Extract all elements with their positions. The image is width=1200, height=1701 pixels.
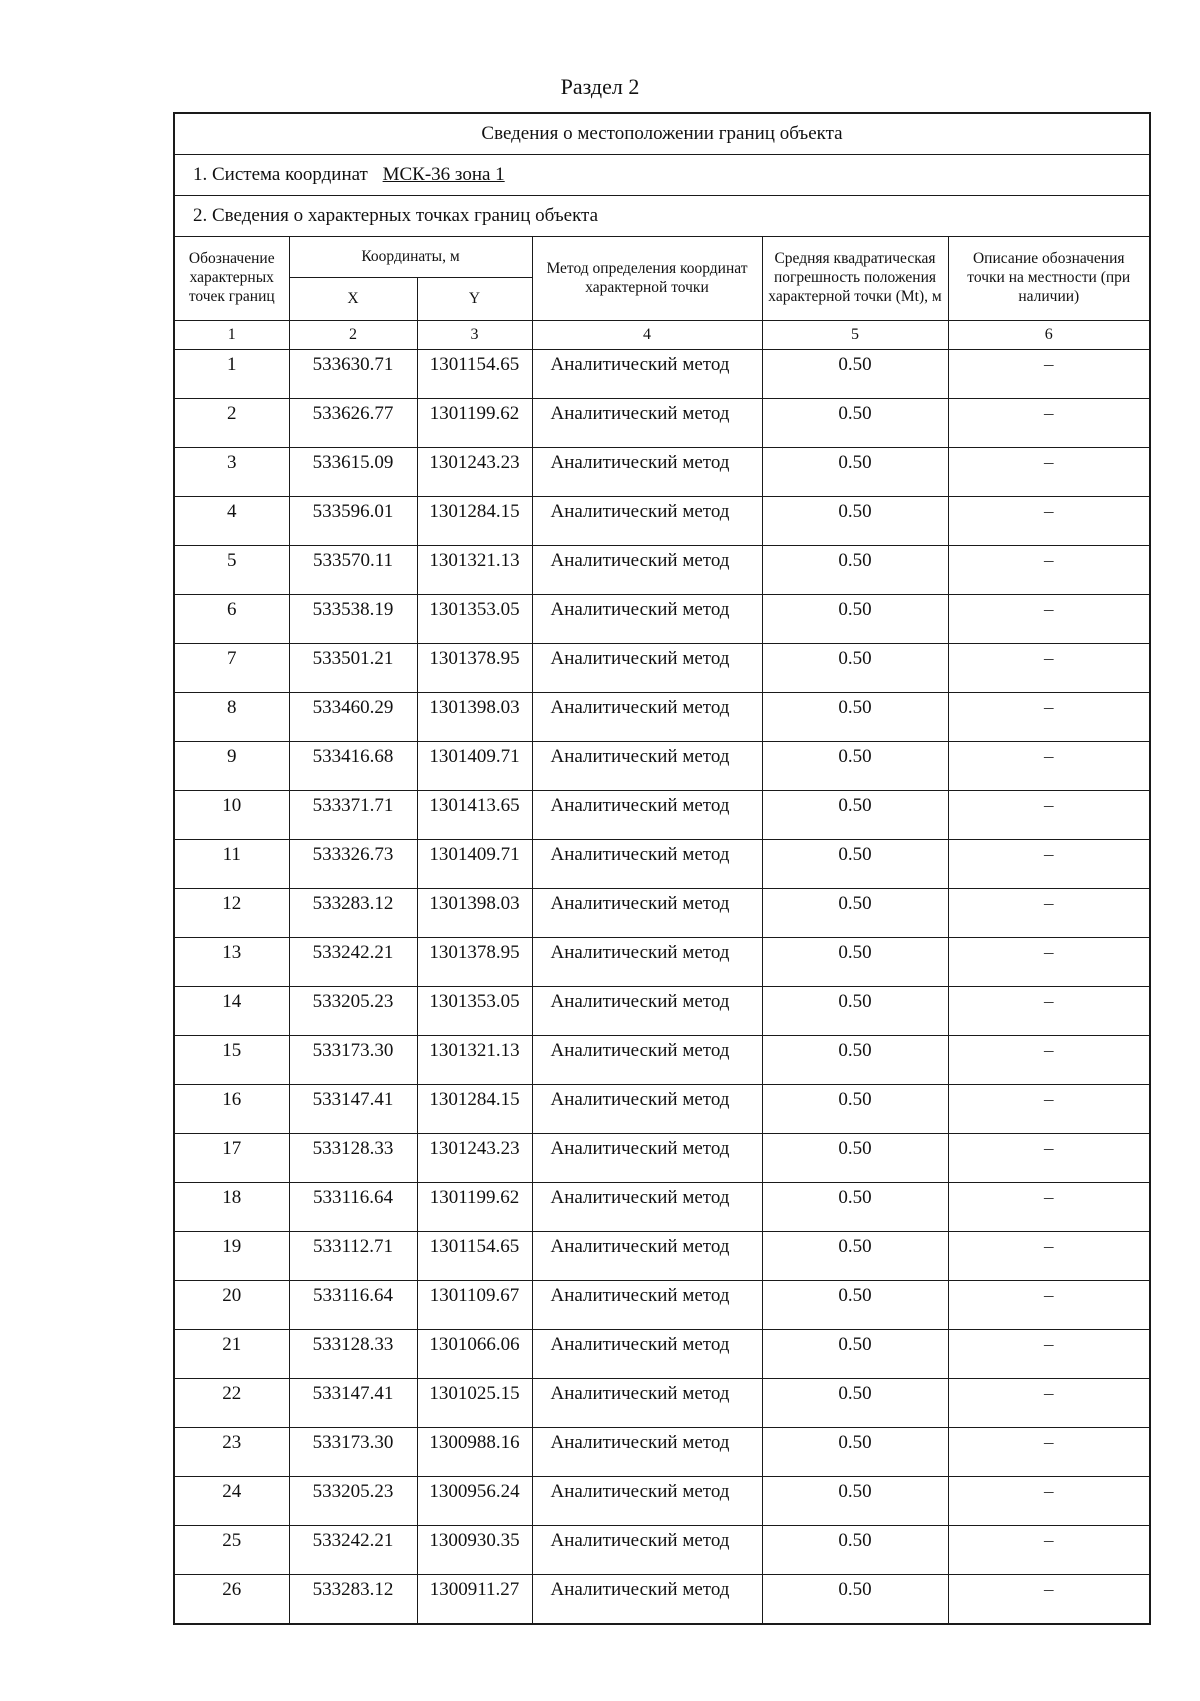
col-header-designation: Обозначение характерных точек границ [174,237,289,321]
x-coordinate-cell: 533128.33 [289,1330,417,1379]
point-number-cell: 5 [174,546,289,595]
point-number-cell: 1 [174,350,289,399]
x-coordinate-cell: 533460.29 [289,693,417,742]
y-coordinate-cell: 1301154.65 [417,350,532,399]
x-coordinate-cell: 533538.19 [289,595,417,644]
error-cell: 0.50 [762,1330,948,1379]
col-header-y: Y [417,278,532,321]
y-coordinate-cell: 1301321.13 [417,1036,532,1085]
table-row [174,1183,1150,1232]
y-coordinate-cell: 1301199.62 [417,399,532,448]
x-coordinate-cell: 533242.21 [289,1526,417,1575]
points-header: 2. Сведения о характерных точках границ объекта [174,196,1150,237]
x-coordinate-cell: 533626.77 [289,399,417,448]
col-header-x: X [289,278,417,321]
coord-system-row [174,155,1150,196]
description-cell: – [948,938,1150,987]
table-row [174,1134,1150,1183]
point-number-cell: 24 [174,1477,289,1526]
method-cell: Аналитический метод [532,1330,762,1379]
table-row [174,1477,1150,1526]
point-number-cell: 22 [174,1379,289,1428]
description-cell: – [948,987,1150,1036]
col-header-coordinates: Координаты, м [289,237,532,278]
method-cell: Аналитический метод [532,595,762,644]
table-row [174,1526,1150,1575]
method-cell: Аналитический метод [532,1526,762,1575]
y-coordinate-cell: 1300988.16 [417,1428,532,1477]
table-row [174,448,1150,497]
table-row [174,1085,1150,1134]
coord-system-cell [174,155,1150,196]
table-row [174,987,1150,1036]
y-coordinate-cell: 1301378.95 [417,938,532,987]
point-number-cell: 11 [174,840,289,889]
error-cell: 0.50 [762,1232,948,1281]
column-header-row [174,237,1150,278]
x-coordinate-cell: 533205.23 [289,987,417,1036]
table-row [174,791,1150,840]
method-cell: Аналитический метод [532,350,762,399]
x-coordinate-cell: 533128.33 [289,1134,417,1183]
x-coordinate-cell: 533112.71 [289,1232,417,1281]
description-cell: – [948,1085,1150,1134]
y-coordinate-cell: 1301243.23 [417,448,532,497]
x-coordinate-cell: 533283.12 [289,889,417,938]
x-coordinate-cell: 533630.71 [289,350,417,399]
x-coordinate-cell: 533596.01 [289,497,417,546]
description-cell: – [948,644,1150,693]
error-cell: 0.50 [762,1526,948,1575]
error-cell: 0.50 [762,1575,948,1625]
point-number-cell: 23 [174,1428,289,1477]
error-cell: 0.50 [762,1477,948,1526]
method-cell: Аналитический метод [532,644,762,693]
point-number-cell: 16 [174,1085,289,1134]
description-cell: – [948,1575,1150,1625]
method-cell: Аналитический метод [532,399,762,448]
point-number-cell: 18 [174,1183,289,1232]
description-cell: – [948,840,1150,889]
error-cell: 0.50 [762,1134,948,1183]
description-cell: – [948,448,1150,497]
error-cell: 0.50 [762,840,948,889]
y-coordinate-cell: 1300911.27 [417,1575,532,1625]
table-row [174,1330,1150,1379]
x-coordinate-cell: 533173.30 [289,1428,417,1477]
method-cell: Аналитический метод [532,840,762,889]
x-coordinate-cell: 533501.21 [289,644,417,693]
method-cell: Аналитический метод [532,1134,762,1183]
method-cell: Аналитический метод [532,742,762,791]
y-coordinate-cell: 1301199.62 [417,1183,532,1232]
method-cell: Аналитический метод [532,1379,762,1428]
method-cell: Аналитический метод [532,1477,762,1526]
error-cell: 0.50 [762,889,948,938]
error-cell: 0.50 [762,399,948,448]
error-cell: 0.50 [762,1036,948,1085]
x-coordinate-cell: 533116.64 [289,1183,417,1232]
error-cell: 0.50 [762,1085,948,1134]
description-cell: – [948,1232,1150,1281]
description-cell: – [948,546,1150,595]
error-cell: 0.50 [762,791,948,840]
col-header-description: Описание обозначения точки на местности (при наличии) [948,237,1150,321]
description-cell: – [948,742,1150,791]
point-number-cell: 14 [174,987,289,1036]
description-cell: – [948,350,1150,399]
method-cell: Аналитический метод [532,1183,762,1232]
y-coordinate-cell: 1301109.67 [417,1281,532,1330]
y-coordinate-cell: 1301243.23 [417,1134,532,1183]
point-number-cell: 19 [174,1232,289,1281]
y-coordinate-cell: 1301413.65 [417,791,532,840]
method-cell: Аналитический метод [532,448,762,497]
description-cell: – [948,791,1150,840]
y-coordinate-cell: 1301378.95 [417,644,532,693]
column-number: 6 [948,321,1150,350]
table-row [174,889,1150,938]
point-number-cell: 20 [174,1281,289,1330]
point-number-cell: 6 [174,595,289,644]
description-cell: – [948,1428,1150,1477]
point-number-cell: 9 [174,742,289,791]
x-coordinate-cell: 533416.68 [289,742,417,791]
y-coordinate-cell: 1301066.06 [417,1330,532,1379]
x-coordinate-cell: 533116.64 [289,1281,417,1330]
method-cell: Аналитический метод [532,546,762,595]
method-cell: Аналитический метод [532,938,762,987]
point-number-cell: 17 [174,1134,289,1183]
table-row [174,1036,1150,1085]
x-coordinate-cell: 533242.21 [289,938,417,987]
description-cell: – [948,1477,1150,1526]
table-row [174,1428,1150,1477]
x-coordinate-cell: 533570.11 [289,546,417,595]
error-cell: 0.50 [762,1428,948,1477]
y-coordinate-cell: 1301353.05 [417,595,532,644]
y-coordinate-cell: 1301409.71 [417,742,532,791]
page-title: Раздел 2 [560,74,640,99]
coord-system-value: МСК-36 зона 1 [382,164,505,185]
coord-system-label: 1. Система координат [193,164,368,185]
section-header: Сведения о местоположении границ объекта [174,113,1150,155]
description-cell: – [948,1330,1150,1379]
table-row [174,840,1150,889]
method-cell: Аналитический метод [532,1428,762,1477]
table-row [174,938,1150,987]
y-coordinate-cell: 1301284.15 [417,497,532,546]
y-coordinate-cell: 1301284.15 [417,1085,532,1134]
description-cell: – [948,1036,1150,1085]
description-cell: – [948,1134,1150,1183]
point-number-cell: 7 [174,644,289,693]
table-row [174,742,1150,791]
point-number-cell: 10 [174,791,289,840]
error-cell: 0.50 [762,1379,948,1428]
y-coordinate-cell: 1301154.65 [417,1232,532,1281]
method-cell: Аналитический метод [532,987,762,1036]
point-number-cell: 13 [174,938,289,987]
error-cell: 0.50 [762,350,948,399]
description-cell: – [948,1379,1150,1428]
error-cell: 0.50 [762,644,948,693]
method-cell: Аналитический метод [532,889,762,938]
column-number: 4 [532,321,762,350]
y-coordinate-cell: 1300930.35 [417,1526,532,1575]
table-row [174,1575,1150,1625]
x-coordinate-cell: 533205.23 [289,1477,417,1526]
column-number: 2 [289,321,417,350]
y-coordinate-cell: 1301409.71 [417,840,532,889]
error-cell: 0.50 [762,595,948,644]
y-coordinate-cell: 1301353.05 [417,987,532,1036]
method-cell: Аналитический метод [532,1085,762,1134]
y-coordinate-cell: 1301025.15 [417,1379,532,1428]
error-cell: 0.50 [762,693,948,742]
x-coordinate-cell: 533147.41 [289,1379,417,1428]
y-coordinate-cell: 1301398.03 [417,889,532,938]
x-coordinate-cell: 533326.73 [289,840,417,889]
description-cell: – [948,595,1150,644]
points-header-row [174,196,1150,237]
x-coordinate-cell: 533371.71 [289,791,417,840]
x-coordinate-cell: 533147.41 [289,1085,417,1134]
error-cell: 0.50 [762,497,948,546]
description-cell: – [948,1526,1150,1575]
column-number: 5 [762,321,948,350]
description-cell: – [948,399,1150,448]
description-cell: – [948,889,1150,938]
method-cell: Аналитический метод [532,791,762,840]
table-row [174,1232,1150,1281]
y-coordinate-cell: 1301321.13 [417,546,532,595]
y-coordinate-cell: 1300956.24 [417,1477,532,1526]
col-header-error: Средняя квадратическая погрешность положения характерной точки (Mt), м [762,237,948,321]
point-number-cell: 3 [174,448,289,497]
method-cell: Аналитический метод [532,1281,762,1330]
description-cell: – [948,497,1150,546]
column-number-row [174,321,1150,350]
point-number-cell: 12 [174,889,289,938]
point-number-cell: 8 [174,693,289,742]
point-number-cell: 4 [174,497,289,546]
error-cell: 0.50 [762,1183,948,1232]
table-row [174,546,1150,595]
error-cell: 0.50 [762,1281,948,1330]
error-cell: 0.50 [762,742,948,791]
error-cell: 0.50 [762,938,948,987]
point-number-cell: 2 [174,399,289,448]
method-cell: Аналитический метод [532,693,762,742]
table-row [174,399,1150,448]
description-cell: – [948,693,1150,742]
table-row [174,497,1150,546]
method-cell: Аналитический метод [532,1036,762,1085]
point-number-cell: 25 [174,1526,289,1575]
point-number-cell: 15 [174,1036,289,1085]
point-number-cell: 21 [174,1330,289,1379]
column-number: 1 [174,321,289,350]
table-row [174,1379,1150,1428]
error-cell: 0.50 [762,448,948,497]
method-cell: Аналитический метод [532,1575,762,1625]
x-coordinate-cell: 533283.12 [289,1575,417,1625]
section-header-row [174,113,1150,155]
error-cell: 0.50 [762,987,948,1036]
table-row [174,644,1150,693]
method-cell: Аналитический метод [532,1232,762,1281]
table-row [174,350,1150,399]
point-number-cell: 26 [174,1575,289,1625]
method-cell: Аналитический метод [532,497,762,546]
boundary-points-table [173,112,1151,1625]
table-row [174,1281,1150,1330]
table-row [174,693,1150,742]
x-coordinate-cell: 533173.30 [289,1036,417,1085]
column-number: 3 [417,321,532,350]
table-row [174,595,1150,644]
col-header-method: Метод определения координат характерной точки [532,237,762,321]
description-cell: – [948,1281,1150,1330]
x-coordinate-cell: 533615.09 [289,448,417,497]
error-cell: 0.50 [762,546,948,595]
y-coordinate-cell: 1301398.03 [417,693,532,742]
description-cell: – [948,1183,1150,1232]
